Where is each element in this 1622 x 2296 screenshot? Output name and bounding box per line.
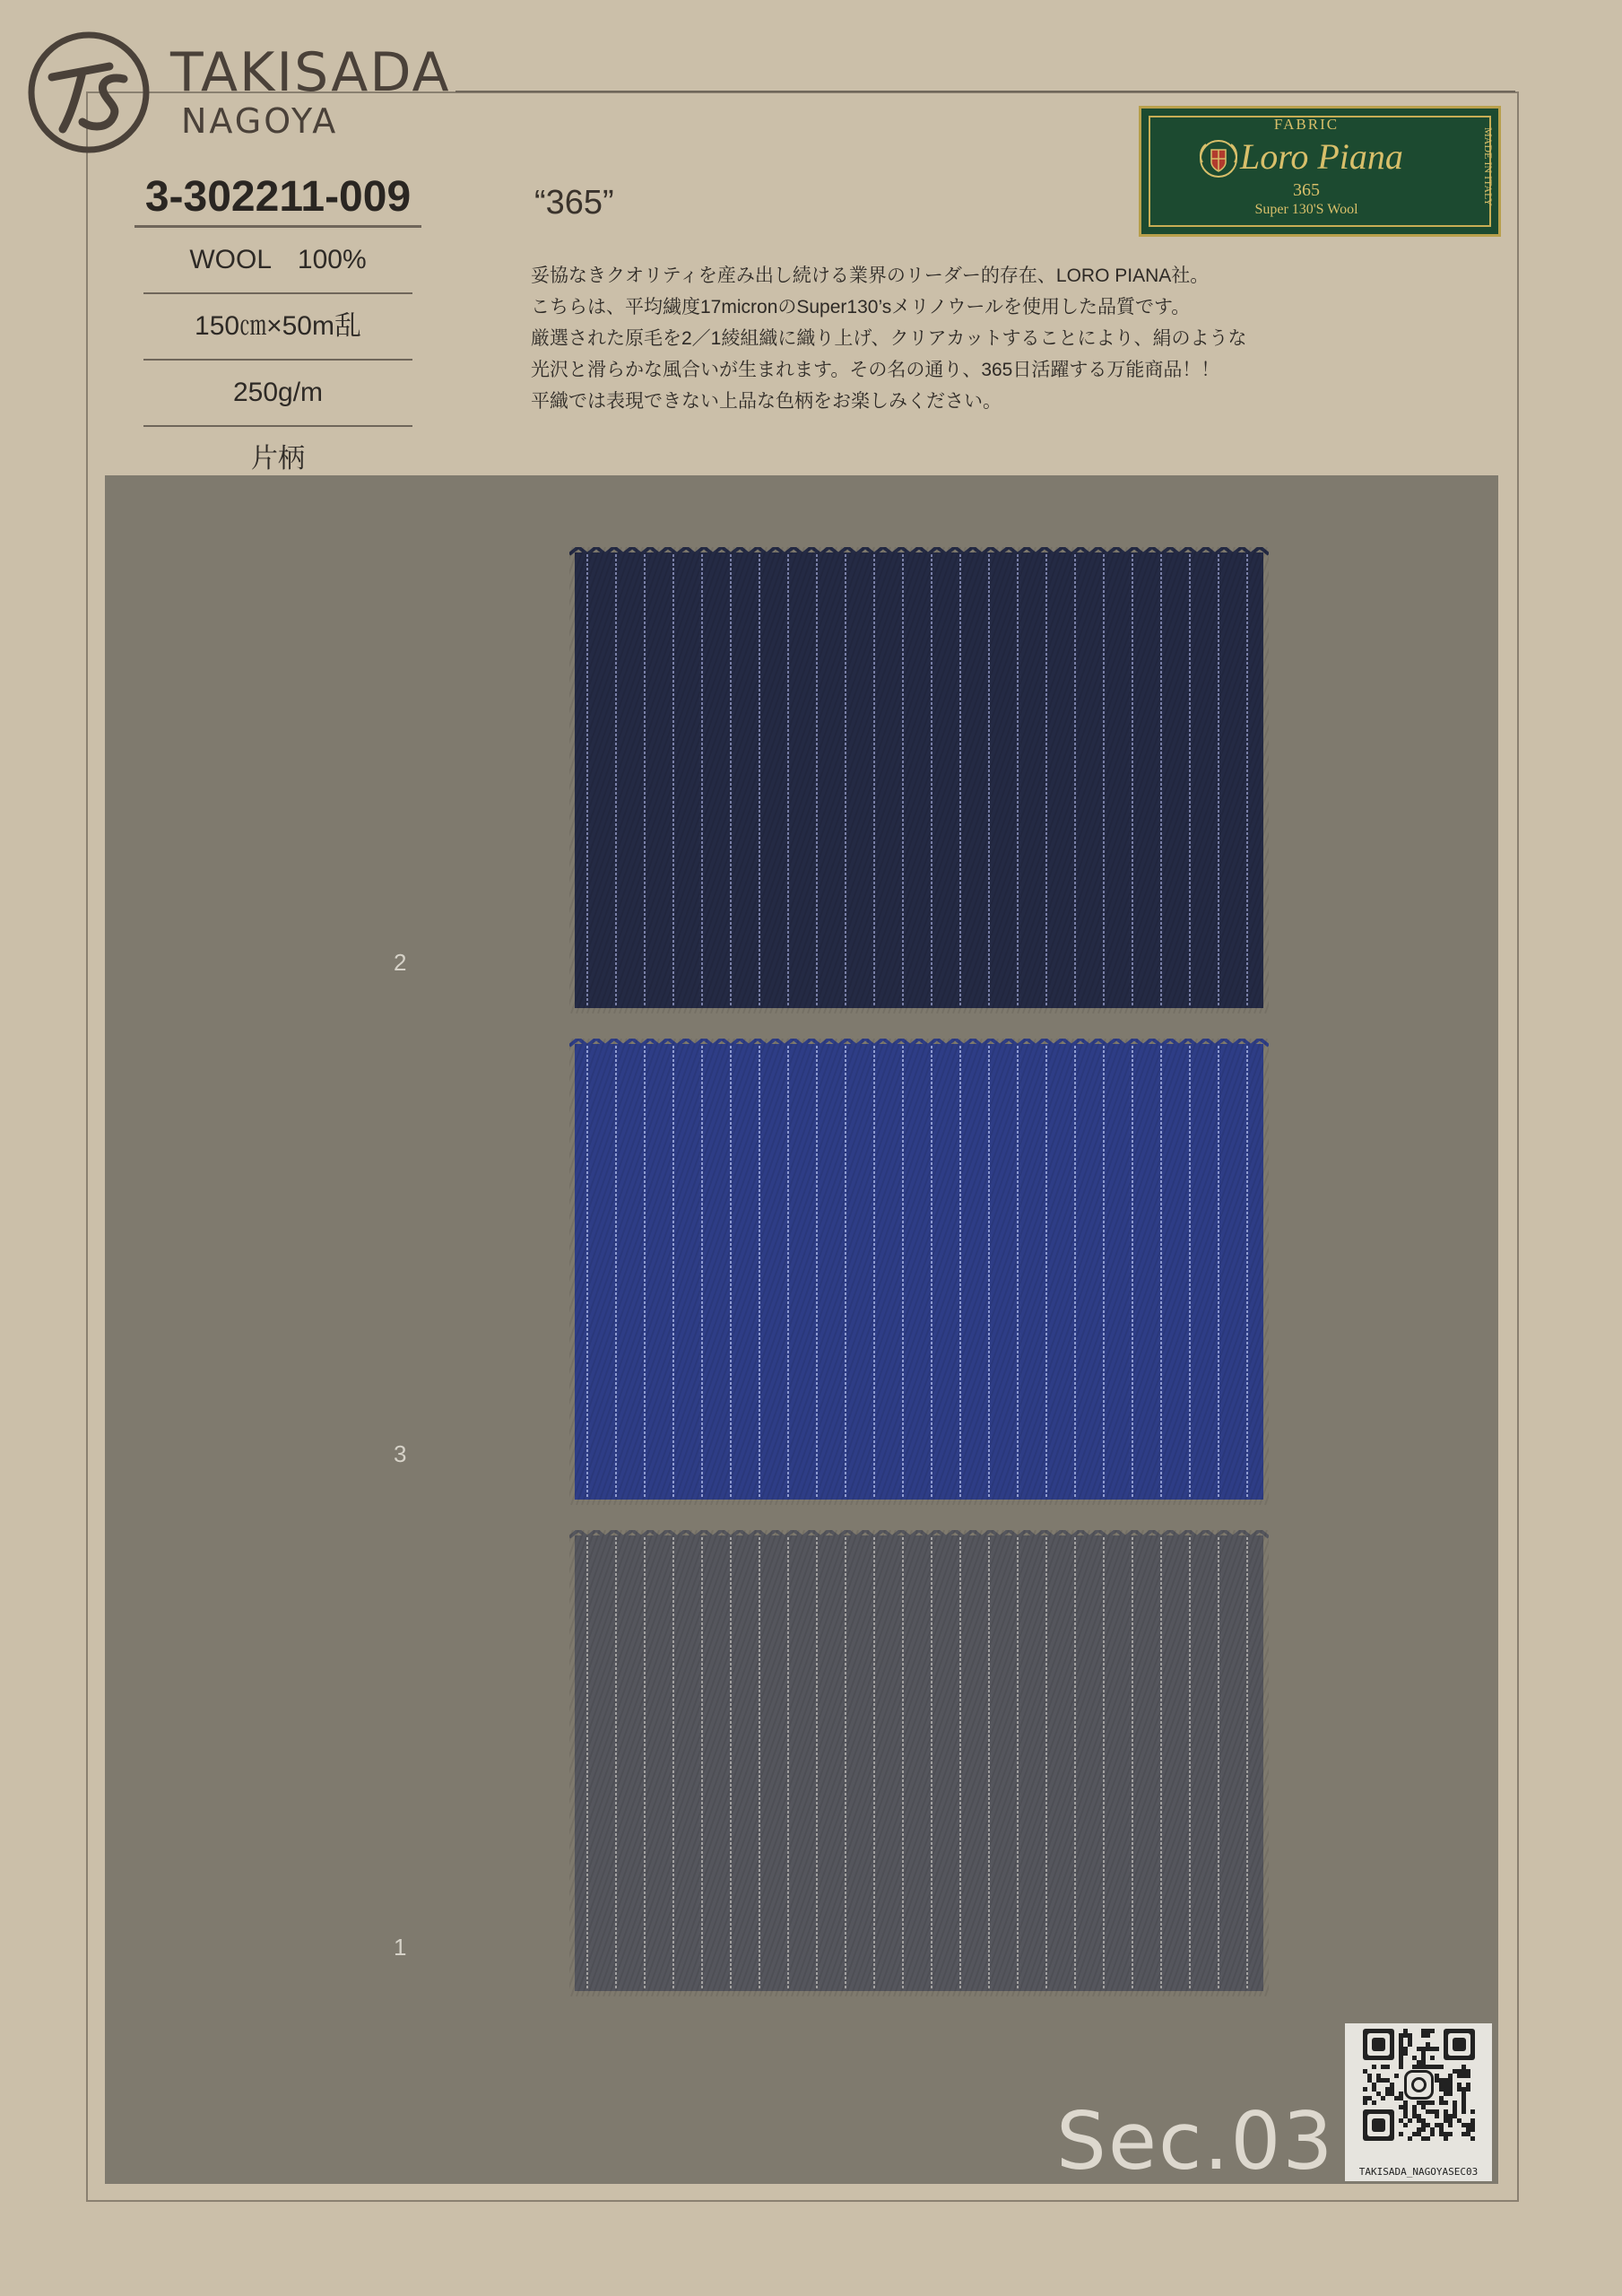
header-rule	[455, 91, 1515, 92]
description-line: 妥協なきクオリティを産み出し続ける業界のリーダー的存在、LORO PIANA社。	[531, 265, 1210, 286]
instagram-qr-code[interactable]	[1345, 2023, 1492, 2181]
swatch-number: 2	[394, 949, 407, 976]
loro-piana-label	[1139, 106, 1501, 237]
description-line: 平織では表現できない上品な色柄をお楽しみください。	[531, 391, 1002, 412]
qr-caption: TAKISADA_NAGOYASEC03	[1358, 2166, 1479, 2178]
crest-icon	[1195, 135, 1242, 182]
spec-column	[134, 172, 421, 491]
description-line: 厳選された原毛を2／1綾組織に織り上げ、クリアカットすることにより、絹のような	[531, 328, 1247, 349]
brand-location: NAGOYA	[181, 101, 339, 141]
fabric-swatch	[569, 547, 1269, 1013]
spec-dimensions: 150㎝×50m乱	[143, 294, 412, 361]
section-label: Sec.03	[1056, 2095, 1335, 2187]
description-line: 光沢と滑らかな風合いが生まれます。その名の通り、365日活躍する万能商品！！	[531, 360, 1220, 380]
spec-weight: 250g/m	[143, 361, 412, 427]
product-description	[531, 260, 1266, 417]
spec-pattern: 片柄	[251, 444, 305, 474]
fabric-swatch	[569, 1039, 1269, 1505]
fabric-swatch	[569, 1530, 1269, 1996]
label-fabric: FABRIC	[1273, 116, 1340, 133]
swatch-number: 3	[394, 1440, 407, 1467]
spec-composition: WOOL 100%	[143, 228, 412, 294]
swatch-number: 1	[394, 1934, 407, 1961]
product-title: “365”	[534, 184, 614, 222]
label-line: 365	[1293, 180, 1320, 200]
label-origin: MADE IN ITALY	[1482, 127, 1495, 206]
description-line: こちらは、平均繊度17micronのSuper130’sメリノウールを使用した品質です。	[531, 297, 1191, 317]
swatch-board	[105, 475, 1498, 2184]
article-number: 3-302211-009	[134, 172, 421, 228]
brand-name: TAKISADA	[170, 41, 451, 104]
instagram-icon	[1406, 2072, 1433, 2099]
label-quality: Super 130'S Wool	[1254, 202, 1358, 217]
label-brand: Loro Piana	[1240, 136, 1403, 177]
qr-code-icon	[1345, 2023, 1492, 2158]
takisada-logo-icon	[27, 30, 151, 154]
